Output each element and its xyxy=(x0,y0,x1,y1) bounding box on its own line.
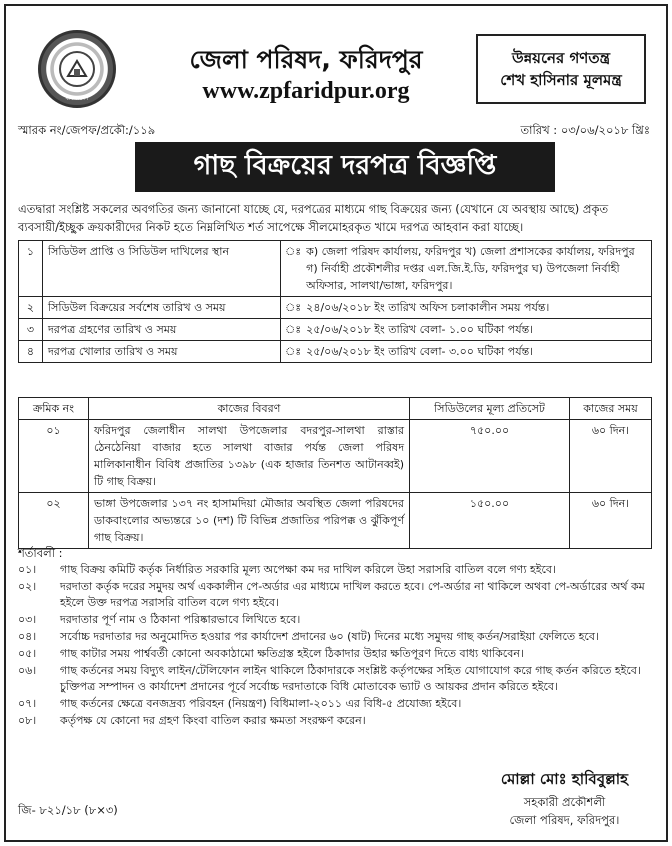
works-row xyxy=(19,420,652,493)
term-number: ০৫। xyxy=(18,647,37,660)
schedule-row xyxy=(19,241,652,297)
term-number: ০৮। xyxy=(18,714,37,727)
work-serial: ০১ xyxy=(19,420,89,493)
schedule-label: দরপত্র গ্রহণের তারিখ ও সময় xyxy=(43,319,281,341)
schedule-label: সিডিউল বিক্রয়ের সর্বশেষ তারিখ ও সময় xyxy=(43,297,281,319)
works-row xyxy=(19,493,652,549)
signatory-name: মোল্লা মোঃ হাবিবুল্লাহ xyxy=(500,770,628,788)
schedule-num: ৩ xyxy=(19,319,43,341)
work-description: ভাঙ্গা উপজেলার ১৩৭ নং হাসামদিয়া মৌজার অবস্থিত জেলা পরিষদের ডাকবাংলোর অভ্যন্তরে ১০ (দশ) টি বিভিন্ন প্রজাতির পরিপক্ক ও ঝুঁকিপূর্ণ গাছ বিক্রয়। xyxy=(89,493,410,549)
schedule-num: ২ xyxy=(19,297,43,319)
work-time: ৬০ দিন। xyxy=(570,420,652,493)
schedule-value: ২৫/০৬/২০১৮ ইং তারিখ বেলা- ১.০০ ঘটিকা পর্যন্ত। xyxy=(301,319,651,341)
signatory-office: জেলা পরিষদ, ফরিদপুর। xyxy=(509,813,620,827)
term-text: গাছ বিক্রয় কমিটি কর্তৃক নির্ধারিত সরকারি মূল্য অপেক্ষা কম দর দাখিল করিলে উহা সরাসরি বাতিল বলে গণ্য হইবে। xyxy=(60,563,556,576)
schedule-colon: ঃ xyxy=(281,341,302,363)
term-text: দরদাতা কর্তৃক দরের সমুদয় অর্থ এককালীন পে-অর্ডার এর মাধ্যমে দাখিল করতে হবে। পে-অর্ডার না থাকিলে অথবা পে-অর্ডারের অর্থ কম হইলে উক্ত দরপত্র সরাসরি বাতিল বলে গণ্য হইবে। xyxy=(60,580,645,609)
schedule-value: ২৪/০৬/২০১৮ ইং তারিখ অফিস চলাকালীন সময় পর্যন্ত। xyxy=(301,297,651,319)
term-text: কর্তৃপক্ষ যে কোনো দর গ্রহণ কিংবা বাতিল করার ক্ষমতা সংরক্ষণ করেন। xyxy=(60,714,366,727)
schedule-colon: ঃ xyxy=(281,241,302,297)
schedule-row xyxy=(19,297,652,319)
work-description: ফরিদপুর জেলাধীন সালথা উপজেলার বদরপুর-সালথা রাস্তার ঠেনঠেনিয়া বাজার হতে সালথা বাজার পর্যন্ত জেলা পরিষদ মালিকানাধীন বিবিধ প্রজাতির ১৩৯৮ (এক হাজার তিনশত আটানব্বই) টি গাছ বিক্রয়। xyxy=(89,420,410,493)
schedule-row xyxy=(19,319,652,341)
term-number: ০৪। xyxy=(18,630,37,643)
term-number: ০৭। xyxy=(18,697,37,710)
signature-block xyxy=(501,768,628,829)
website-link[interactable]: www.zpfaridpur.org xyxy=(202,78,410,104)
work-price: ৭৫০.০০ xyxy=(410,420,570,493)
slogan-box xyxy=(476,34,646,104)
logo-emblem-icon xyxy=(59,51,95,87)
works-header-row xyxy=(19,398,652,420)
term-text: গাছ কাটার সময় পার্শ্ববর্তী কোনো অবকাঠামো ক্ষতিগ্রস্ত হইলে ঠিকাদার উহার ক্ষতিপূরণ দিতে বাধ্য থাকিবেন। xyxy=(60,647,524,660)
terms-title: শর্তাবলী : xyxy=(18,546,63,560)
col-price: সিডিউলের মূল্য প্রতিসেট xyxy=(410,398,570,420)
term-text: গাছ কর্তনের সময় বিদ্যুৎ লাইন/টেলিফোন লাইন থাকিলে ঠিকাদারকে সংশ্লিষ্ট কর্তৃপক্ষের সহিত যোগাযোগ করে গাছ কর্তন করিতে হইবে। চুক্তিপত্র সম্পাদন ও কার্যাদেশ প্রদানের পূর্বে সর্বোচ্চ দরদাতাকে বিধি মোতাবেক ভ্যাট ও আয়কর প্রদান করিতে হইবে। xyxy=(60,664,641,693)
work-time: ৬০ দিন। xyxy=(570,493,652,549)
council-logo xyxy=(38,30,116,108)
col-description: কাজের বিবরণ xyxy=(89,398,410,420)
schedule-value: ২৫/০৬/২০১৮ ইং তারিখ বেলা- ৩.০০ ঘটিকা পর্যন্ত। xyxy=(301,341,651,363)
schedule-colon: ঃ xyxy=(281,297,302,319)
col-serial: ক্রমিক নং xyxy=(19,398,89,420)
work-price: ১৫০.০০ xyxy=(410,493,570,549)
term-number: ০১। xyxy=(18,563,37,576)
term-number: ০৩। xyxy=(18,613,37,626)
schedule-label: দরপত্র খোলার তারিখ ও সময় xyxy=(43,341,281,363)
schedule-colon: ঃ xyxy=(281,319,302,341)
schedule-num: ৪ xyxy=(19,341,43,363)
schedule-row xyxy=(19,341,652,363)
notice-date: তারিখ : ০৩/০৬/২০১৮ খ্রিঃ xyxy=(520,123,650,137)
term-item xyxy=(18,629,652,645)
term-item xyxy=(18,579,652,611)
term-item xyxy=(18,562,652,578)
govt-press-code: জি- ৮২১/১৮ (৮×৩) xyxy=(18,803,118,817)
notice-banner-title: গাছ বিক্রয়ের দরপত্র বিজ্ঞপ্তি xyxy=(135,142,555,192)
term-number: ০২। xyxy=(18,580,37,593)
works-table xyxy=(18,397,652,549)
signatory-designation: সহকারী প্রকৌশলী xyxy=(523,795,606,809)
memo-number: স্মারক নং/জেপফ/প্রকৌ:/১১৯ xyxy=(18,123,156,137)
intro-paragraph: এতদ্বারা সংশ্লিষ্ট সকলের অবগতির জন্য জানানো যাচ্ছে যে, দরপত্রের মাধ্যমে গাছ বিক্রয়ের জন্য (যেখানে যে অবস্থায় আছে) প্রকৃত ব্যবসায়ী/ইচ্ছুক ক্রয়কারীদের নিকট হতে নিম্নলিখিত শর্ত সাপেক্ষে সীলমোহরকৃত খামে দরপত্র আহবান করা যাচ্ছে। xyxy=(18,202,609,234)
logo-text: বাংলাদেশ xyxy=(65,95,89,102)
term-item xyxy=(18,646,652,662)
term-item xyxy=(18,612,652,628)
slogan-line-1: উন্নয়নের গণতন্ত্র xyxy=(511,48,611,67)
schedule-num: ১ xyxy=(19,241,43,297)
term-item xyxy=(18,663,652,695)
term-item xyxy=(18,713,652,729)
terms-list xyxy=(18,562,652,730)
term-number: ০৬। xyxy=(18,664,37,677)
col-time: কাজের সময় xyxy=(570,398,652,420)
slogan-line-2: শেখ হাসিনার মূলমন্ত্র xyxy=(500,71,622,89)
council-title: জেলা পরিষদ, ফরিদপুর xyxy=(189,45,423,74)
schedule-table xyxy=(18,240,652,363)
schedule-label: সিডিউল প্রাপ্তি ও সিডিউল দাখিলের স্থান xyxy=(43,241,281,297)
term-text: দরদাতার পূর্ণ নাম ও ঠিকানা পরিষ্কারভাবে লিখিতে হবে। xyxy=(60,613,301,626)
term-text: গাছ কর্তনের ক্ষেত্রে বনজদ্রব্য পরিবহন (নিয়ন্ত্রণ) বিধিমালা-২০১১ এর বিধি-৫ প্রযোজ্য হইবে। xyxy=(60,697,462,710)
work-serial: ০২ xyxy=(19,493,89,549)
schedule-value: ক) জেলা পরিষদ কার্যালয়, ফরিদপুর খ) জেলা প্রশাসকের কার্যালয়, ফরিদপুর গ) নির্বাহী প্রকৌশলীর দপ্তর এল.জি.ই.ডি, ফরিদপুর ঘ) উপজেলা নির্বাহী অফিসার, সালথা/ভাঙ্গা, ফরিদপুর। xyxy=(301,241,651,297)
term-text: সর্বোচ্চ দরদাতার দর অনুমোদিত হওয়ার পর কার্যাদেশ প্রদানের ৬০ (ষাট) দিনের মধ্যে সমুদয় গাছ কর্তন/সরাইয়া ফেলিতে হবে। xyxy=(60,630,599,643)
term-item xyxy=(18,696,652,712)
